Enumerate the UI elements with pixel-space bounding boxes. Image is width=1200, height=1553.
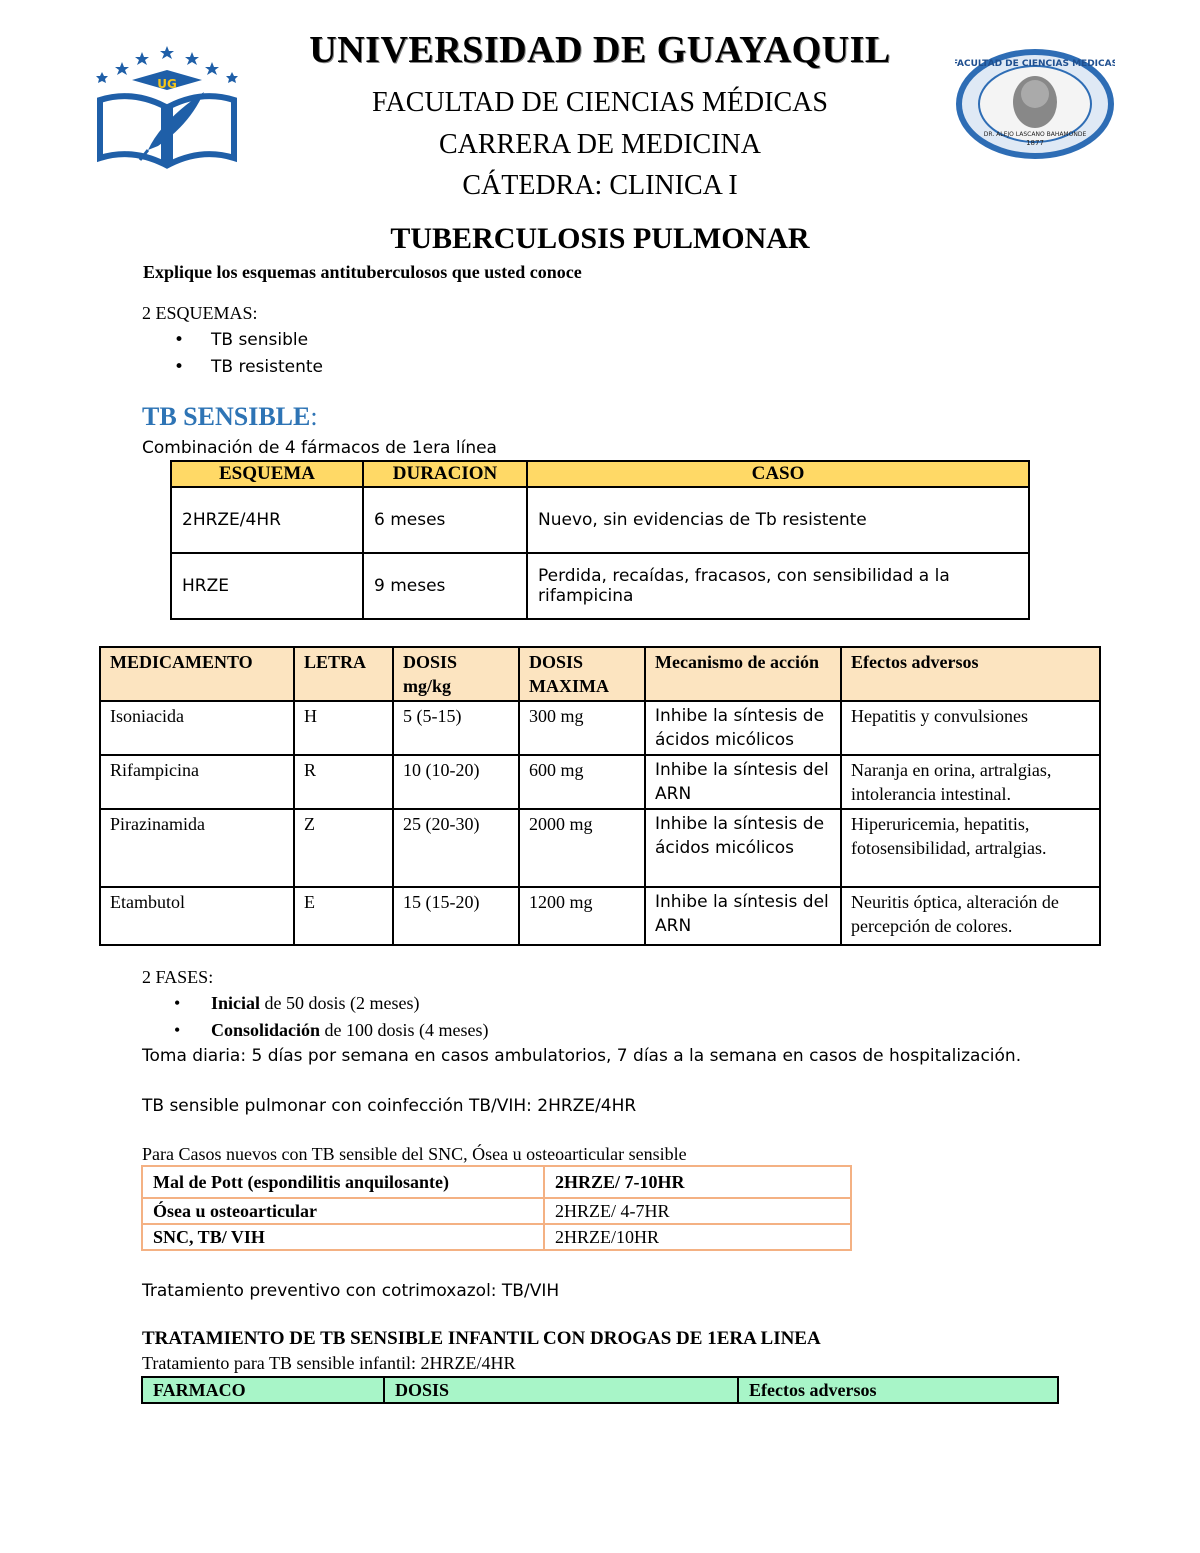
table-cell: R (294, 755, 393, 809)
table-cell: Neuritis óptica, alteración de percepción de colores. (841, 887, 1100, 945)
schemes-heading: 2 ESQUEMAS: (142, 303, 258, 323)
table-row (100, 887, 1100, 945)
preventive-text: Tratamiento preventivo con cotrimoxazol: TB/VIH (142, 1281, 560, 1301)
svg-text:DR. ALEJO LASCANO BAHAMONDE: DR. ALEJO LASCANO BAHAMONDE (983, 131, 1087, 138)
infantil-heading: TRATAMIENTO DE TB SENSIBLE INFANTIL CON DROGAS DE 1ERA LINEA (142, 1328, 821, 1349)
table-cell: 10 (10-20) (393, 755, 519, 809)
infantil-table (141, 1376, 1059, 1404)
document-title: TUBERCULOSIS PULMONAR (390, 222, 810, 255)
table-row (142, 1224, 851, 1250)
table-cell: 600 mg (519, 755, 645, 809)
table-cell: 5 (5-15) (393, 701, 519, 755)
new-cases-table (141, 1165, 852, 1251)
drugs-table (99, 646, 1101, 946)
university-name: UNIVERSIDAD DE GUAYAQUIL (309, 29, 891, 71)
table-cell: 6 meses (363, 487, 527, 553)
column-header: Mecanismo de acción (645, 647, 841, 701)
faculty-name: FACULTAD DE CIENCIAS MÉDICAS (372, 87, 828, 118)
column-header: DURACION (363, 461, 527, 487)
table-cell: 1200 mg (519, 887, 645, 945)
table-cell: Inhibe la síntesis de ácidos micólicos (645, 701, 841, 755)
table-cell: 2HRZE/ 7-10HR (544, 1166, 851, 1198)
table-cell: Inhibe la síntesis del ARN (645, 755, 841, 809)
column-header: ESQUEMA (171, 461, 363, 487)
table-header-row (142, 1377, 1058, 1403)
table-cell: Naranja en orina, artralgias, intolerancia intestinal. (841, 755, 1100, 809)
table-header-row (171, 461, 1029, 487)
table-cell: E (294, 887, 393, 945)
list-item: • Consolidación de 100 dosis (4 meses) (142, 1017, 489, 1044)
coinfection-text: TB sensible pulmonar con coinfección TB/VIH: 2HRZE/4HR (142, 1096, 637, 1116)
daily-dose-text: Toma diaria: 5 días por semana en casos ambulatorios, 7 días a la semana en casos de hospitalización. (142, 1046, 1022, 1066)
table-header-row (100, 647, 1100, 701)
list-item: • TB sensible (142, 327, 323, 354)
column-header: DOSIS (384, 1377, 738, 1403)
table-row (100, 809, 1100, 887)
table-cell: Hepatitis y convulsiones (841, 701, 1100, 755)
section-heading-tb-sensible: TB SENSIBLE: (142, 402, 318, 431)
svg-text:UG: UG (157, 77, 177, 91)
table-cell: 2HRZE/ 4-7HR (544, 1198, 851, 1224)
table-row (100, 701, 1100, 755)
table-cell: 15 (15-20) (393, 887, 519, 945)
table-cell: Nuevo, sin evidencias de Tb resistente (527, 487, 1029, 553)
table-cell: Etambutol (100, 887, 294, 945)
table-row (171, 553, 1029, 619)
svg-text:1877: 1877 (1026, 139, 1044, 147)
table-cell: Mal de Pott (espondilitis anquilosante) (142, 1166, 544, 1198)
column-header: FARMACO (142, 1377, 384, 1403)
table-cell: 2000 mg (519, 809, 645, 887)
list-item: • Inicial de 50 dosis (2 meses) (142, 990, 489, 1017)
table-cell: Hiperuricemia, hepatitis, fotosensibilidad, artralgias. (841, 809, 1100, 887)
schemes-list (142, 327, 323, 381)
table-cell: 300 mg (519, 701, 645, 755)
table-row (142, 1166, 851, 1198)
table-cell: HRZE (171, 553, 363, 619)
table-cell: 25 (20-30) (393, 809, 519, 887)
column-header: Efectos adversos (841, 647, 1100, 701)
table-cell: 9 meses (363, 553, 527, 619)
phases-heading: 2 FASES: (142, 967, 214, 987)
table-cell: 2HRZE/4HR (171, 487, 363, 553)
schemes-table (170, 460, 1030, 620)
list-item: • TB resistente (142, 354, 323, 381)
table-cell: Inhibe la síntesis del ARN (645, 887, 841, 945)
column-header: LETRA (294, 647, 393, 701)
chair-name: CÁTEDRA: CLINICA I (462, 170, 738, 201)
new-cases-intro: Para Casos nuevos con TB sensible del SNC, Ósea u osteoarticular sensible (142, 1144, 687, 1164)
table-cell: SNC, TB/ VIH (142, 1224, 544, 1250)
infantil-subtitle: Tratamiento para TB sensible infantil: 2HRZE/4HR (142, 1353, 516, 1373)
table-cell: Rifampicina (100, 755, 294, 809)
table-cell: H (294, 701, 393, 755)
table-cell: Perdida, recaídas, fracasos, con sensibilidad a la rifampicina (527, 553, 1029, 619)
career-name: CARRERA DE MEDICINA (438, 129, 761, 160)
svg-text:FACULTAD DE CIENCIAS MEDICAS: FACULTAD DE CIENCIAS MEDICAS (955, 59, 1115, 69)
column-header: DOSIS mg/kg (393, 647, 519, 701)
table-row (100, 755, 1100, 809)
column-header: DOSIS MAXIMA (519, 647, 645, 701)
column-header: MEDICAMENTO (100, 647, 294, 701)
question: Explique los esquemas antituberculosos que usted conoce (143, 262, 582, 282)
table-cell: Z (294, 809, 393, 887)
column-header: Efectos adversos (738, 1377, 1058, 1403)
table-row (171, 487, 1029, 553)
column-header: CASO (527, 461, 1029, 487)
table-cell: Inhibe la síntesis de ácidos micólicos (645, 809, 841, 887)
table-row (142, 1198, 851, 1224)
phases-list (142, 990, 489, 1044)
table-cell: Pirazinamida (100, 809, 294, 887)
combination-text: Combinación de 4 fármacos de 1era línea (142, 438, 497, 458)
table-cell: Ósea u osteoarticular (142, 1198, 544, 1224)
table-cell: Isoniacida (100, 701, 294, 755)
table-cell: 2HRZE/10HR (544, 1224, 851, 1250)
